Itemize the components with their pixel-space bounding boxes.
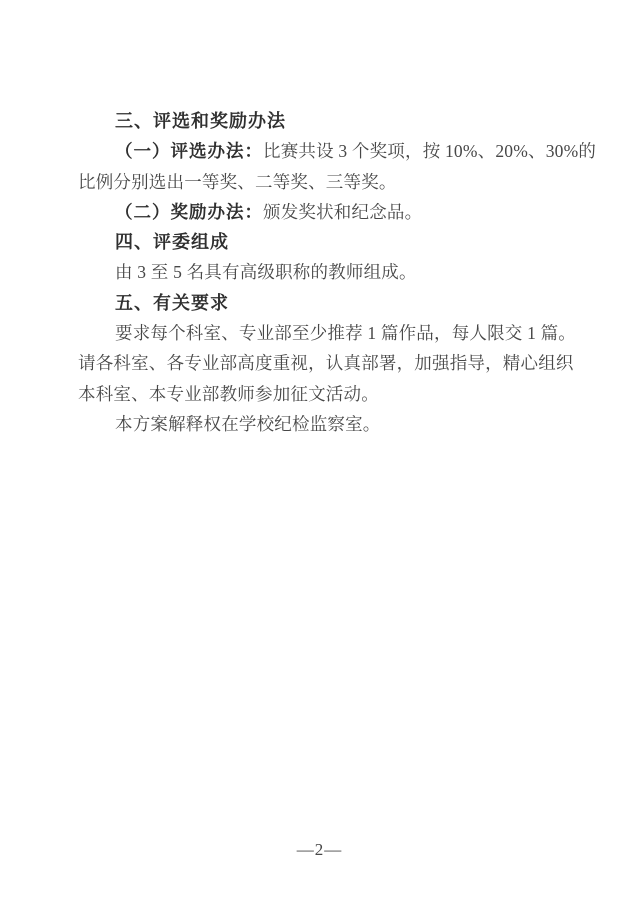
section-heading	[78, 288, 562, 318]
text-line	[78, 379, 562, 409]
bold-run: （一）评选办法：	[115, 141, 263, 162]
document-body	[78, 106, 597, 439]
section-heading	[78, 227, 562, 257]
text-line	[78, 409, 562, 439]
text-line	[78, 348, 574, 378]
text-line	[78, 167, 562, 197]
page-number: —2—	[296, 840, 343, 859]
bold-run: 三、评选和奖励办法	[115, 111, 286, 131]
text-run: 本科室、本专业部教师参加征文活动。	[78, 383, 379, 404]
text-run: 要求每个科室、专业部至少推荐 1 篇作品，每人限交 1 篇。	[115, 323, 576, 344]
text-run: 比赛共设 3 个奖项，按 10%、20%、30%的	[263, 141, 597, 162]
text-run: 请各科室、各专业部高度重视，认真部署，加强指导，精心组织	[78, 353, 574, 374]
text-line	[78, 197, 562, 227]
bold-run: 五、有关要求	[115, 292, 229, 313]
text-run: 本方案解释权在学校纪检监察室。	[115, 413, 381, 434]
text-line	[78, 318, 576, 348]
section-heading	[78, 106, 562, 136]
text-run: 由 3 至 5 名具有高级职称的教师组成。	[115, 262, 417, 283]
text-run: 颁发奖状和纪念品。	[263, 201, 423, 222]
text-line	[78, 257, 562, 287]
bold-run: 四、评委组成	[115, 232, 229, 253]
text-run: 比例分别选出一等奖、二等奖、三等奖。	[78, 171, 397, 192]
bold-run: （二）奖励办法：	[115, 201, 263, 222]
text-line	[78, 136, 597, 166]
